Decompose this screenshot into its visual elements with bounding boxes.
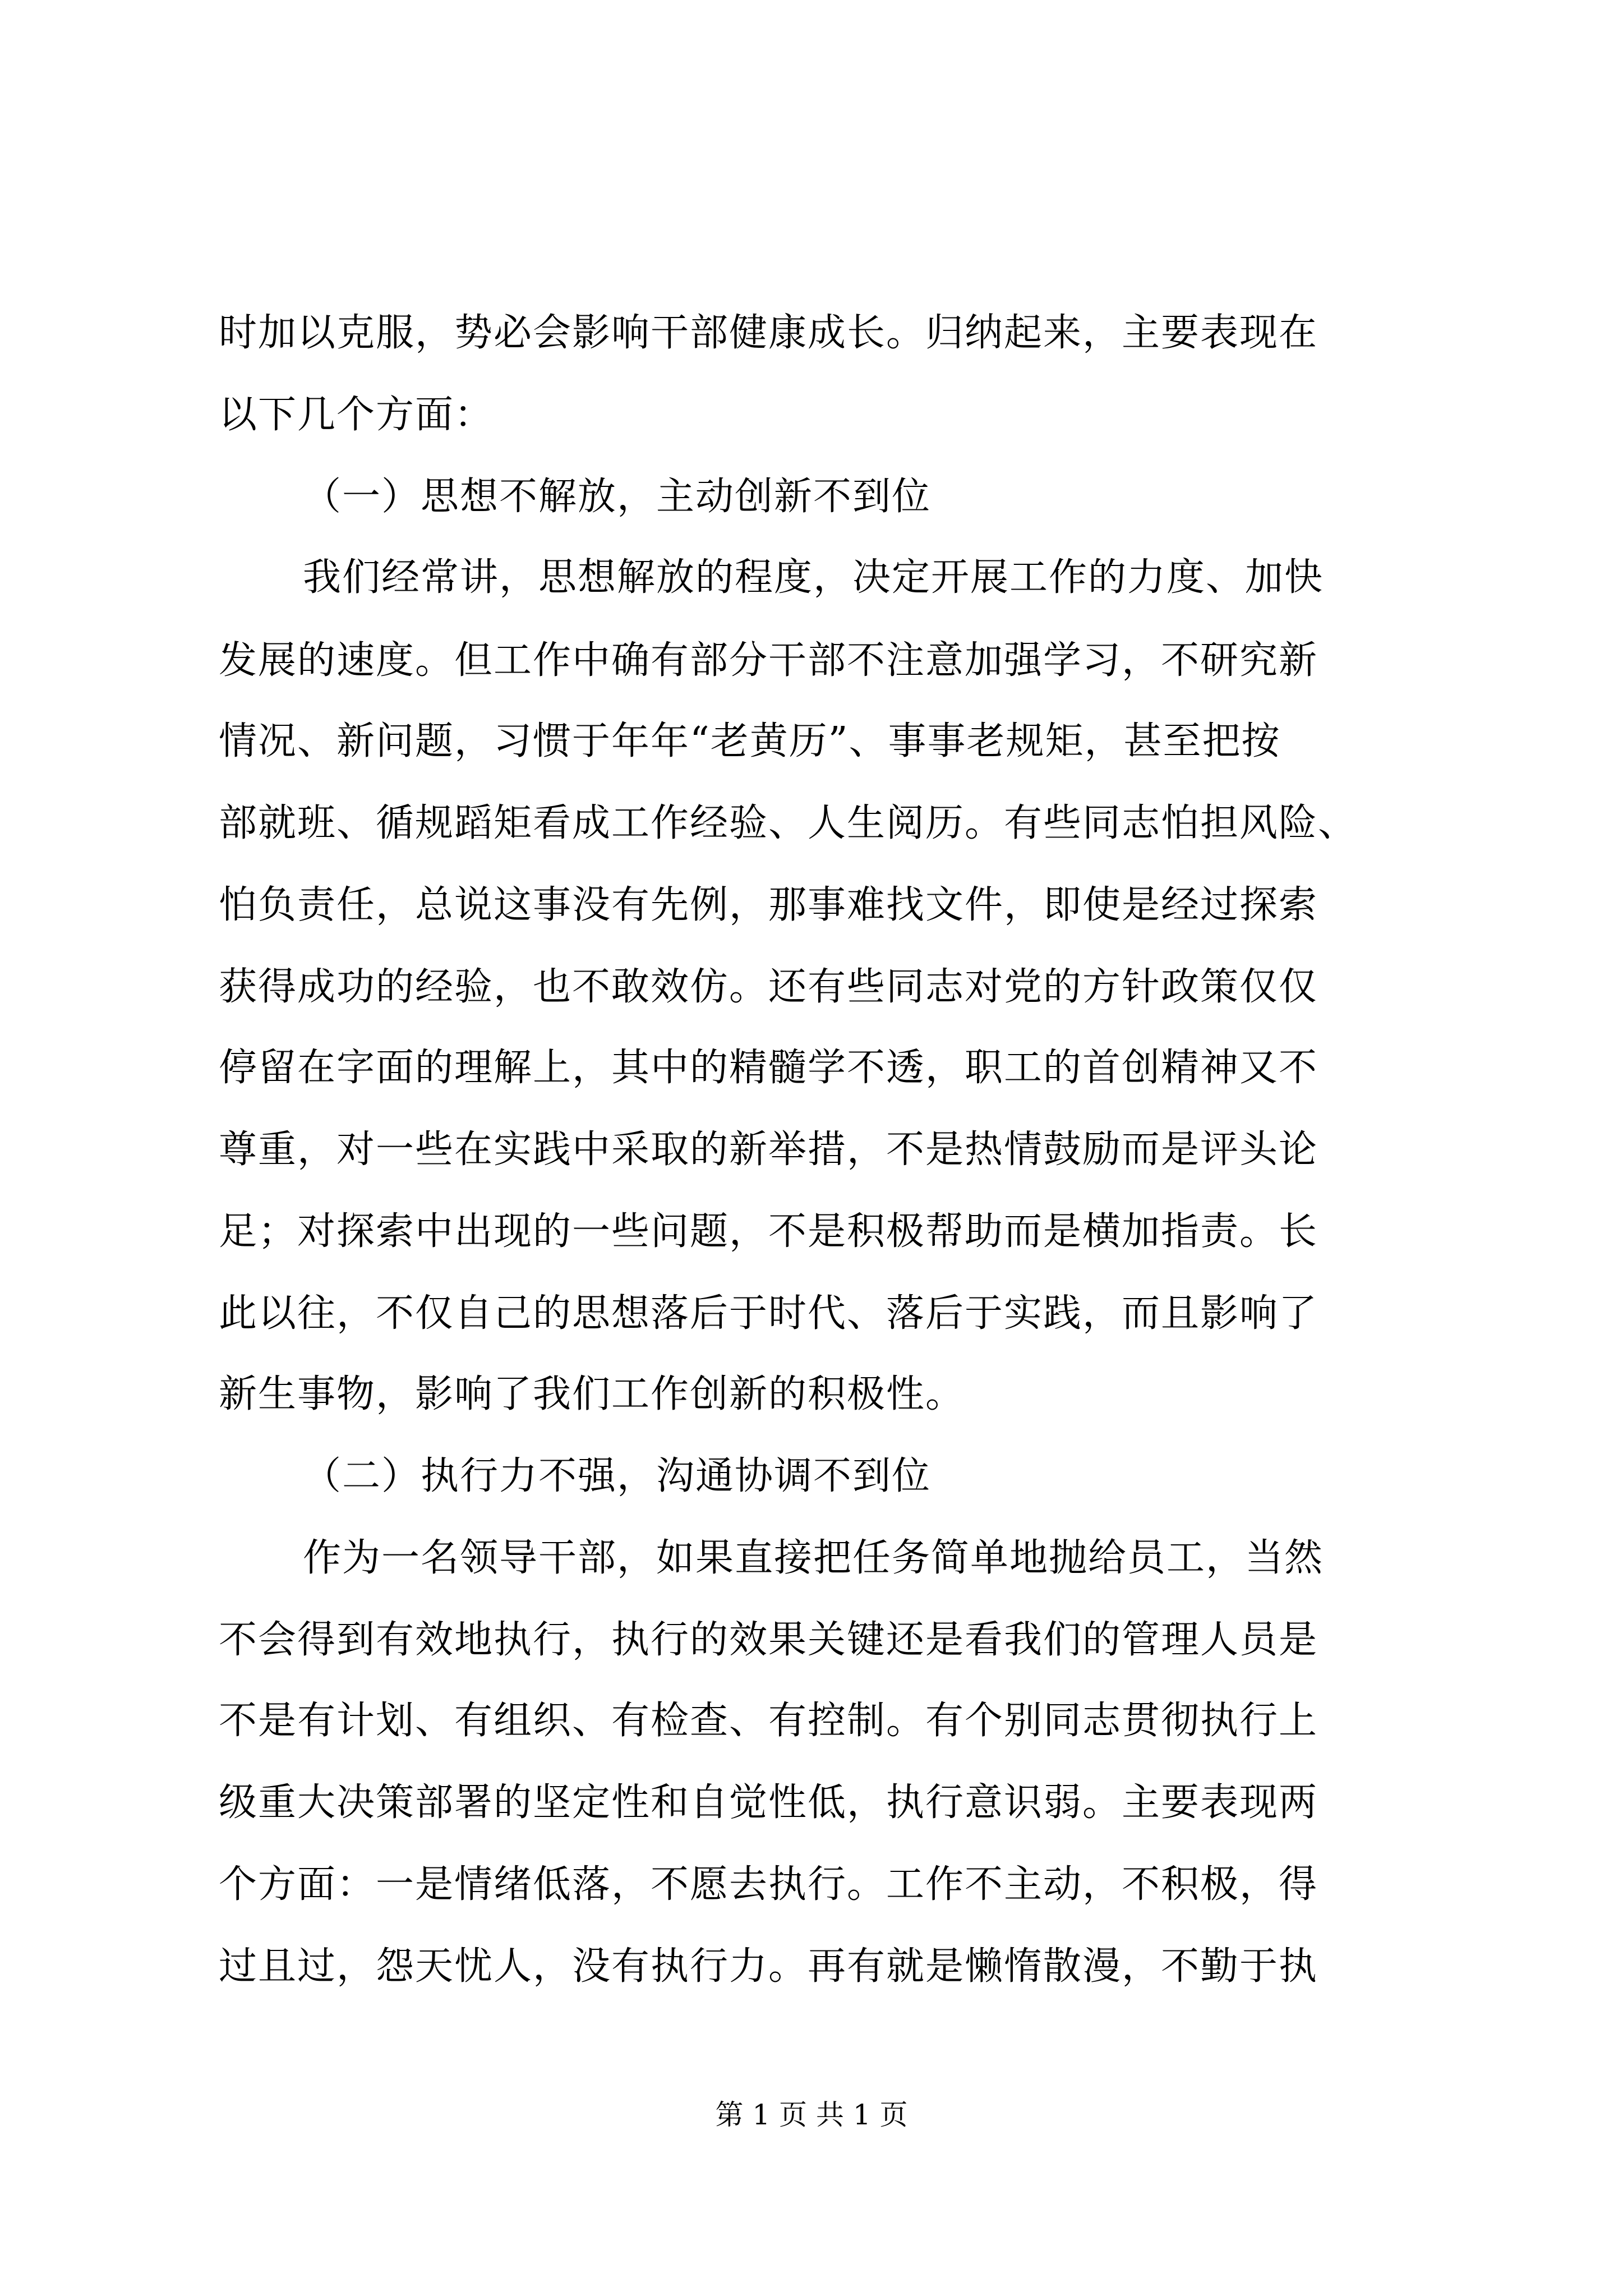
body-line: 新生事物，影响了我们工作创新的积极性。 — [219, 1372, 965, 1416]
body-line: 发展的速度。但工作中确有部分干部不注意加强学习，不研究新 — [219, 638, 1318, 683]
body-line: 时加以克服，势必会影响干部健康成长。归纳起来，主要表现在 — [219, 311, 1318, 355]
body-line: 怕负责任，总说这事没有先例，那事难找文件，即使是经过探索 — [219, 883, 1318, 927]
body-line: 足；对探索中出现的一些问题，不是积极帮助而是横加指责。长 — [219, 1209, 1318, 1254]
body-line: 尊重，对一些在实践中采取的新举措，不是热情鼓励而是评头论 — [219, 1128, 1318, 1172]
body-line: 停留在字面的理解上，其中的精髓学不透，职工的首创精神又不 — [219, 1046, 1318, 1090]
section-heading-2: （二）执行力不强，沟通协调不到位 — [303, 1454, 932, 1498]
paragraph-first-line: 作为一名领导干部，如果直接把任务简单地抛给员工，当然 — [303, 1536, 1324, 1580]
body-line: 获得成功的经验，也不敢效仿。还有些同志对党的方针政策仅仅 — [219, 965, 1318, 1009]
page-footer: 第 1 页 共 1 页 — [715, 2099, 908, 2131]
body-line: 部就班、循规蹈矩看成工作经验、人生阅历。有些同志怕担风险、 — [219, 801, 1358, 845]
paragraph-first-line: 我们经常讲，思想解放的程度，决定开展工作的力度、加快 — [303, 555, 1324, 600]
body-line: 情况、新问题，习惯于年年“老黄历”、事事老规矩，甚至把按 — [219, 719, 1281, 763]
body-line: 不会得到有效地执行，执行的效果关键还是看我们的管理人员是 — [219, 1618, 1318, 1662]
body-line: 以下几个方面： — [219, 393, 494, 437]
section-heading-1: （一）思想不解放，主动创新不到位 — [303, 475, 932, 519]
body-line: 不是有计划、有组织、有检查、有控制。有个别同志贯彻执行上 — [219, 1699, 1318, 1743]
body-line: 个方面：一是情绪低落，不愿去执行。工作不主动，不积极，得 — [219, 1862, 1318, 1907]
body-line: 此以往，不仅自己的思想落后于时代、落后于实践，而且影响了 — [219, 1291, 1318, 1336]
body-line: 过且过，怨天忧人，没有执行力。再有就是懒惰散漫，不勤于执 — [219, 1944, 1318, 1989]
body-line: 级重大决策部署的坚定性和自觉性低，执行意识弱。主要表现两 — [219, 1780, 1318, 1825]
